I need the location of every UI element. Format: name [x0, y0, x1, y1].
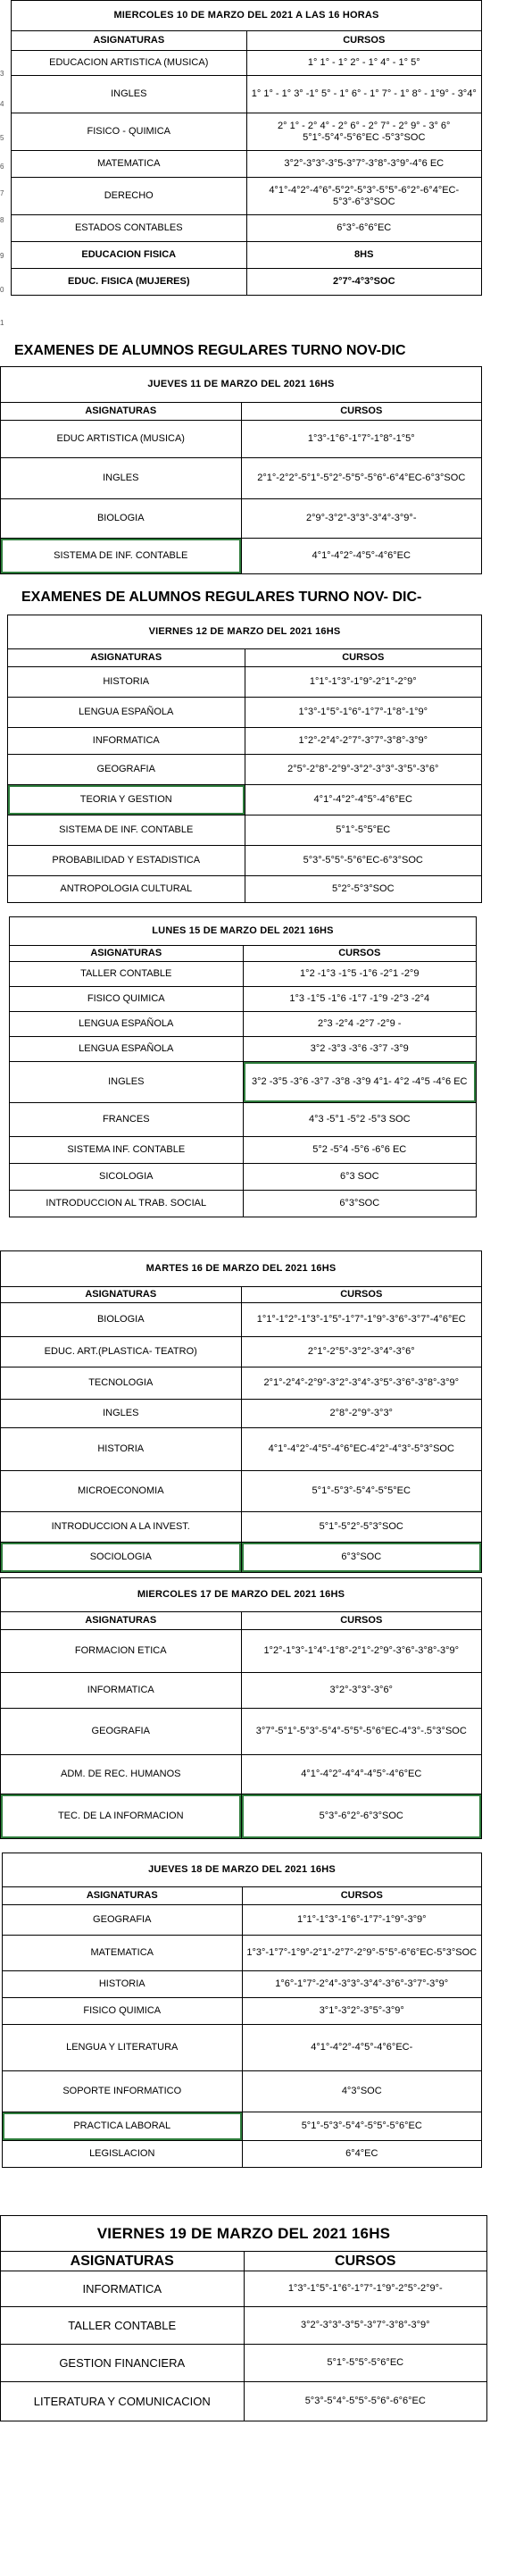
- subject-cell: ANTROPOLOGIA CULTURAL: [8, 876, 245, 903]
- courses-cell: 5°1°-5°5°-5°6°EC: [244, 2345, 487, 2382]
- courses-cell: 1°3°-1°6°-1°7°-1°8°-1°5°: [241, 421, 482, 458]
- courses-cell: 3°7°-5°1°-5°3°-5°4°-5°5°-5°6°EC-4°3°-.5°3°SOC: [241, 1709, 482, 1755]
- subject-cell: INGLES: [12, 76, 247, 113]
- courses-cell: 4°3°SOC: [242, 2071, 482, 2112]
- courses-cell: 1°1°-1°3°-1°9°-2°1°-2°9°: [245, 667, 482, 698]
- header-courses: CURSOS: [244, 2252, 487, 2271]
- block-title: VIERNES 12 DE MARZO DEL 2021 16HS: [8, 615, 482, 649]
- subject-cell: EDUCACION ARTISTICA (MUSICA): [12, 51, 247, 76]
- subject-cell: PRACTICA LABORAL: [3, 2112, 243, 2141]
- courses-cell: 3°1°-3°2°-3°5°-3°9°: [242, 1998, 482, 2025]
- courses-cell: 2°7°-4°3°SOC: [246, 269, 482, 296]
- courses-cell: 5°3°-5°4°-5°5°-5°6°-6°6°EC: [244, 2382, 487, 2421]
- courses-cell: 1°1°-1°2°-1°3°-1°5°-1°7°-1°9°-3°6°-3°7°-4°6°EC: [241, 1303, 482, 1337]
- courses-cell: 1° 1° - 1° 3° -1° 5° - 1° 6° - 1° 7° - 1° 8° - 1°9° - 3°4°: [246, 76, 482, 113]
- subject-cell: LENGUA ESPAÑOLA: [8, 698, 245, 728]
- courses-cell: 3°2°-3°3°-3°5°-3°7°-3°8°-3°9°: [244, 2307, 487, 2345]
- schedule-block: [7, 615, 482, 903]
- courses-cell: 6°4°EC: [242, 2141, 482, 2168]
- subject-cell: ESTADOS CONTABLES: [12, 215, 247, 242]
- courses-cell: 3°2°-3°3°-3°5-3°7°-3°8°-3°9°-4°6 EC: [246, 151, 482, 178]
- courses-cell: 1° 1° - 1° 2° - 1° 4° - 1° 5°: [246, 51, 482, 76]
- courses-cell: 2°1°-2°5°-3°2°-3°4°-3°6°: [241, 1337, 482, 1367]
- subject-cell: SISTEMA DE INF. CONTABLE: [8, 815, 245, 846]
- courses-cell: 4°1°-4°2°-4°6°-5°2°-5°3°-5°5°-6°2°-6°4°EC-5°3°-6°3°SOC: [246, 178, 482, 215]
- subject-cell: EDUC. ART.(PLASTICA- TEATRO): [1, 1337, 242, 1367]
- subject-cell: TECNOLOGIA: [1, 1367, 242, 1400]
- subject-cell: TEORIA Y GESTION: [8, 785, 245, 815]
- schedule-table: [7, 615, 482, 903]
- subject-cell: HISTORIA: [3, 1971, 243, 1998]
- subject-cell: GEOGRAFIA: [1, 1709, 242, 1755]
- schedule-block: [0, 366, 482, 574]
- header-courses: CURSOS: [245, 649, 482, 667]
- subject-cell: TEC. DE LA INFORMACION: [1, 1794, 242, 1839]
- header-courses: CURSOS: [241, 1612, 482, 1630]
- schedule-table: [9, 916, 477, 1217]
- subject-cell: BIOLOGIA: [1, 1303, 242, 1337]
- subject-cell: FORMACION ETICA: [1, 1630, 242, 1673]
- subject-cell: EDUC. FISICA (MUJERES): [12, 269, 247, 296]
- subject-cell: LENGUA ESPAÑOLA: [10, 1012, 244, 1037]
- section-heading: EXAMENES DE ALUMNOS REGULARES TURNO NOV-DIC: [14, 343, 406, 358]
- subject-cell: MATEMATICA: [12, 151, 247, 178]
- courses-cell: 1°6°-1°7°-2°4°-3°3°-3°4°-3°6°-3°7°-3°9°: [242, 1971, 482, 1998]
- header-courses: CURSOS: [242, 1887, 482, 1905]
- subject-cell: INGLES: [1, 458, 242, 499]
- courses-cell: 1°2°-2°4°-2°7°-3°7°-3°8°-3°9°: [245, 728, 482, 755]
- subject-cell: FISICO - QUIMICA: [12, 113, 247, 151]
- schedule-block: [9, 916, 477, 1217]
- subject-cell: PROBABILIDAD Y ESTADISTICA: [8, 846, 245, 876]
- row-number: 7: [0, 189, 4, 197]
- subject-cell: FISICO QUIMICA: [10, 987, 244, 1012]
- courses-cell: 2°8°-2°9°-3°3°: [241, 1400, 482, 1428]
- schedule-table: [0, 366, 482, 574]
- subject-cell: SISTEMA INF. CONTABLE: [10, 1137, 244, 1164]
- courses-cell: 5°1°-5°3°-5°4°-5°5°EC: [241, 1471, 482, 1512]
- subject-cell: EDUC ARTISTICA (MUSICA): [1, 421, 242, 458]
- header-courses: CURSOS: [243, 946, 477, 962]
- courses-cell: 4°1°-4°2°-4°5°-4°6°EC: [245, 785, 482, 815]
- schedule-table: [0, 1577, 482, 1839]
- row-number: 0: [0, 286, 4, 294]
- section-heading: EXAMENES DE ALUMNOS REGULARES TURNO NOV- DIC-: [21, 590, 422, 605]
- header-subjects: ASIGNATURAS: [3, 1887, 243, 1905]
- subject-cell: ADM. DE REC. HUMANOS: [1, 1755, 242, 1794]
- subject-cell: HISTORIA: [1, 1428, 242, 1471]
- subject-cell: TALLER CONTABLE: [1, 2307, 245, 2345]
- subject-cell: MATEMATICA: [3, 1936, 243, 1971]
- courses-cell: 1°3 -1°5 -1°6 -1°7 -1°9 -2°3 -2°4: [243, 987, 477, 1012]
- row-number: 1: [0, 319, 4, 327]
- subject-cell: EDUCACION FISICA: [12, 242, 247, 269]
- courses-cell: 5°3°-5°5°-5°6°EC-6°3°SOC: [245, 846, 482, 876]
- subject-cell: BIOLOGIA: [1, 499, 242, 539]
- block-title: JUEVES 11 DE MARZO DEL 2021 16HS: [1, 367, 482, 403]
- subject-cell: LEGISLACION: [3, 2141, 243, 2168]
- courses-cell: 5°3°-6°2°-6°3°SOC: [241, 1794, 482, 1839]
- courses-cell: 3°2 -3°3 -3°6 -3°7 -3°9: [243, 1037, 477, 1062]
- subject-cell: INGLES: [1, 1400, 242, 1428]
- courses-cell: 4°3 -5°1 -5°2 -5°3 SOC: [243, 1103, 477, 1137]
- courses-cell: 1°3°-1°5°-1°6°-1°7°-1°9°-2°5°-2°9°-: [244, 2271, 487, 2307]
- subject-cell: LENGUA Y LITERATURA: [3, 2025, 243, 2071]
- courses-cell: 6°3°SOC: [241, 1543, 482, 1573]
- subject-cell: LENGUA ESPAÑOLA: [10, 1037, 244, 1062]
- header-subjects: ASIGNATURAS: [1, 2252, 245, 2271]
- subject-cell: INTRODUCCION A LA INVEST.: [1, 1512, 242, 1543]
- subject-cell: GEOGRAFIA: [3, 1905, 243, 1936]
- schedule-block: [0, 1577, 482, 1839]
- subject-cell: SOPORTE INFORMATICO: [3, 2071, 243, 2112]
- schedule-block: [0, 2215, 487, 2421]
- subject-cell: GESTION FINANCIERA: [1, 2345, 245, 2382]
- courses-cell: 2° 1° - 2° 4° - 2° 6° - 2° 7° - 2° 9° - 3° 6° 5°1°-5°4°-5°6°EC -5°3°SOC: [246, 113, 482, 151]
- courses-cell: 6°3°SOC: [243, 1191, 477, 1217]
- schedule-table: [2, 1853, 482, 2168]
- subject-cell: HISTORIA: [8, 667, 245, 698]
- subject-cell: INFORMATICA: [8, 728, 245, 755]
- courses-cell: 3°2 -3°5 -3°6 -3°7 -3°8 -3°9 4°1- 4°2 -4°5 -4°6 EC: [243, 1062, 477, 1103]
- block-title: MARTES 16 DE MARZO DEL 2021 16HS: [1, 1251, 482, 1287]
- subject-cell: INFORMATICA: [1, 1673, 242, 1709]
- courses-cell: 1°1°-1°3°-1°6°-1°7°-1°9°-3°9°: [242, 1905, 482, 1936]
- courses-cell: 1°2 -1°3 -1°5 -1°6 -2°1 -2°9: [243, 962, 477, 987]
- row-number: 9: [0, 252, 4, 260]
- courses-cell: 2°1°-2°4°-2°9°-3°2°-3°4°-3°5°-3°6°-3°8°-3°9°: [241, 1367, 482, 1400]
- courses-cell: 2°3 -2°4 -2°7 -2°9 -: [243, 1012, 477, 1037]
- header-subjects: ASIGNATURAS: [1, 403, 242, 421]
- courses-cell: 1°2°-1°3°-1°4°-1°8°-2°1°-2°9°-3°6°-3°8°-3°9°: [241, 1630, 482, 1673]
- courses-cell: 4°1°-4°2°-4°5°-4°6°EC-: [242, 2025, 482, 2071]
- courses-cell: 4°1°-4°2°-4°5°-4°6°EC: [241, 539, 482, 574]
- schedule-table: [11, 0, 482, 296]
- header-courses: CURSOS: [246, 31, 482, 51]
- header-subjects: ASIGNATURAS: [10, 946, 244, 962]
- row-number: 6: [0, 163, 4, 171]
- courses-cell: 5°1°-5°5°EC: [245, 815, 482, 846]
- block-title: JUEVES 18 DE MARZO DEL 2021 16HS: [3, 1853, 482, 1887]
- subject-cell: INGLES: [10, 1062, 244, 1103]
- block-title: MIERCOLES 10 DE MARZO DEL 2021 A LAS 16 HORAS: [12, 1, 482, 31]
- row-number: 3: [0, 70, 4, 78]
- courses-cell: 2°9°-3°2°-3°3°-3°4°-3°9°-: [241, 499, 482, 539]
- subject-cell: INFORMATICA: [1, 2271, 245, 2307]
- schedule-block: [0, 1250, 482, 1573]
- courses-cell: 2°5°-2°8°-2°9°-3°2°-3°3°-3°5°-3°6°: [245, 755, 482, 785]
- schedule-table: [0, 1250, 482, 1573]
- courses-cell: 5°2 -5°4 -5°6 -6°6 EC: [243, 1137, 477, 1164]
- subject-cell: GEOGRAFIA: [8, 755, 245, 785]
- header-subjects: ASIGNATURAS: [12, 31, 247, 51]
- courses-cell: 4°1°-4°2°-4°4°-4°5°-4°6°EC: [241, 1755, 482, 1794]
- row-number: 4: [0, 100, 4, 108]
- header-subjects: ASIGNATURAS: [8, 649, 245, 667]
- subject-cell: TALLER CONTABLE: [10, 962, 244, 987]
- block-title: VIERNES 19 DE MARZO DEL 2021 16HS: [1, 2216, 487, 2252]
- subject-cell: SOCIOLOGIA: [1, 1543, 242, 1573]
- courses-cell: 5°1°-5°2°-5°3°SOC: [241, 1512, 482, 1543]
- subject-cell: MICROECONOMIA: [1, 1471, 242, 1512]
- subject-cell: LITERATURA Y COMUNICACION: [1, 2382, 245, 2421]
- courses-cell: 1°3°-1°5°-1°6°-1°7°-1°8°-1°9°: [245, 698, 482, 728]
- subject-cell: DERECHO: [12, 178, 247, 215]
- courses-cell: 5°1°-5°3°-5°4°-5°5°-5°6°EC: [242, 2112, 482, 2141]
- row-number: 8: [0, 216, 4, 224]
- courses-cell: 1°3°-1°7°-1°9°-2°1°-2°7°-2°9°-5°5°-6°6°EC-5°3°SOC: [242, 1936, 482, 1971]
- courses-cell: 6°3 SOC: [243, 1164, 477, 1191]
- schedule-block: [11, 0, 482, 296]
- schedule-table: [0, 2215, 487, 2421]
- row-number: 5: [0, 134, 4, 142]
- courses-cell: 3°2°-3°3°-3°6°: [241, 1673, 482, 1709]
- courses-cell: 4°1°-4°2°-4°5°-4°6°EC-4°2°-4°3°-5°3°SOC: [241, 1428, 482, 1471]
- courses-cell: 2°1°-2°2°-5°1°-5°2°-5°5°-5°6°-6°4°EC-6°3°SOC: [241, 458, 482, 499]
- header-courses: CURSOS: [241, 403, 482, 421]
- subject-cell: INTRODUCCION AL TRAB. SOCIAL: [10, 1191, 244, 1217]
- subject-cell: SISTEMA DE INF. CONTABLE: [1, 539, 242, 574]
- header-subjects: ASIGNATURAS: [1, 1612, 242, 1630]
- subject-cell: SICOLOGIA: [10, 1164, 244, 1191]
- header-subjects: ASIGNATURAS: [1, 1287, 242, 1303]
- block-title: MIERCOLES 17 DE MARZO DEL 2021 16HS: [1, 1578, 482, 1612]
- schedule-block: [2, 1853, 482, 2168]
- subject-cell: FISICO QUIMICA: [3, 1998, 243, 2025]
- courses-cell: 8HS: [246, 242, 482, 269]
- header-courses: CURSOS: [241, 1287, 482, 1303]
- courses-cell: 5°2°-5°3°SOC: [245, 876, 482, 903]
- subject-cell: FRANCES: [10, 1103, 244, 1137]
- courses-cell: 6°3°-6°6°EC: [246, 215, 482, 242]
- block-title: LUNES 15 DE MARZO DEL 2021 16HS: [10, 917, 477, 946]
